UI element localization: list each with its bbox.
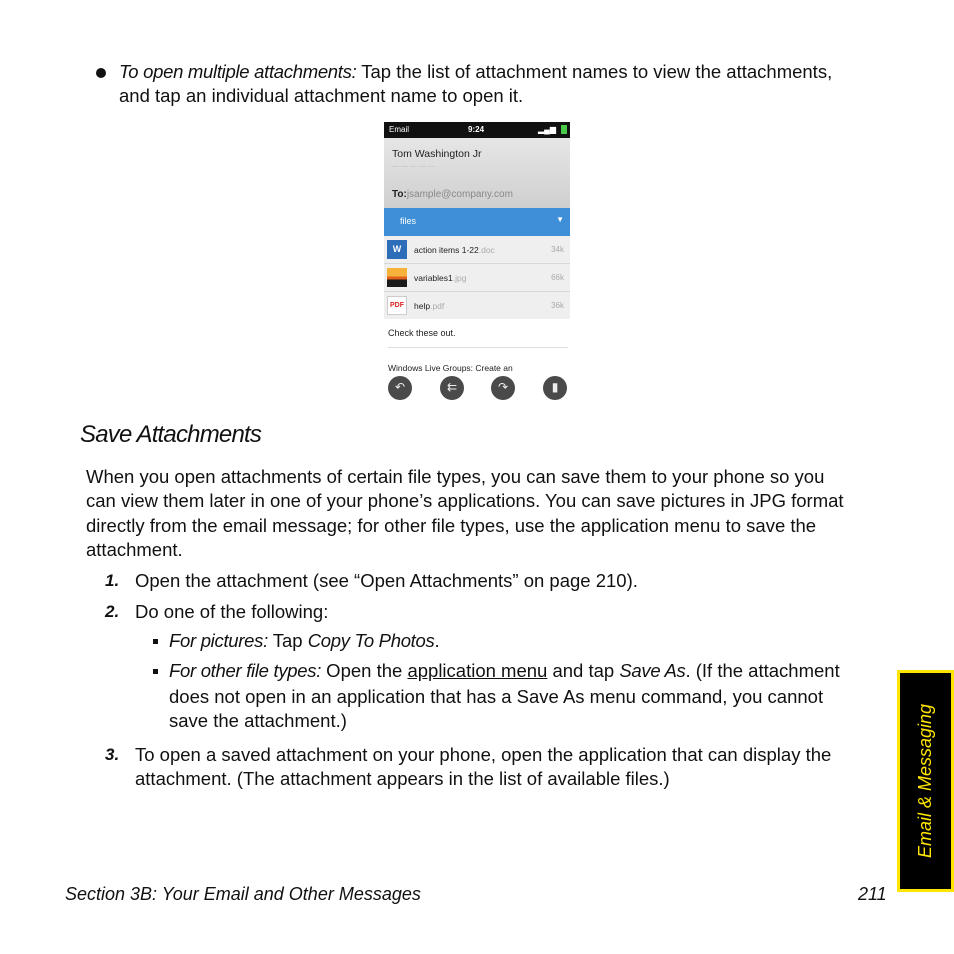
step-number: 3.	[105, 745, 120, 764]
attachment-name: action items 1-22.doc	[414, 245, 495, 255]
bullet-dot	[96, 68, 106, 78]
attachment-row[interactable]	[384, 236, 570, 264]
word-doc-icon: W	[387, 240, 407, 259]
reply-icon[interactable]: ↶	[388, 376, 412, 400]
message-preview-text: Windows Live Groups: Create an	[388, 363, 513, 373]
message-body-text: Check these out.	[388, 328, 456, 338]
divider	[388, 347, 568, 348]
sub-bullet-line: save the attachment.)	[169, 710, 347, 731]
step-number: 2.	[105, 602, 120, 621]
recipient-address[interactable]: jsample@company.com	[406, 189, 513, 200]
signal-icon: ▂▄▆	[538, 125, 556, 134]
intro-lead: To open multiple attachments:	[119, 61, 357, 82]
sub-bullet-line: does not open in an application that has a Save As menu command, you cannot	[169, 686, 824, 707]
para-line: directly from the email message; for other file types, use the application menu to save the	[86, 515, 817, 536]
step-number: 1.	[105, 571, 120, 590]
application-menu-link[interactable]: application menu	[407, 660, 548, 681]
step-text: To open a saved attachment on your phone, open the application that can display the	[135, 744, 832, 765]
intro-line-1	[119, 60, 832, 85]
section-heading: Save Attachments	[80, 421, 262, 448]
message-header	[384, 138, 570, 208]
phone-app-name: Email	[389, 125, 410, 134]
reply-all-icon[interactable]: ⇇	[440, 376, 464, 400]
step-text: attachment. (The attachment appears in the list of available files.)	[135, 768, 670, 789]
para-line: can view them later in one of your phone’s applications. You can save pictures in JPG format	[86, 490, 844, 511]
intro-line-2: and tap an individual attachment name to open it.	[119, 85, 524, 106]
attachment-size: 36k	[551, 301, 564, 310]
forward-icon[interactable]: ↷	[491, 376, 515, 400]
para-line: When you open attachments of certain file types, you can save them to your phone so you	[86, 466, 825, 487]
page-number: 211	[858, 884, 887, 904]
chevron-down-icon: ▼	[556, 215, 564, 224]
sub-bullet-square	[153, 639, 158, 644]
sub-bullet-other-types: For other file types: Open the application menu and tap Save As. (If the attachment	[169, 660, 840, 681]
phone-screenshot	[384, 122, 570, 401]
files-label: files	[400, 216, 417, 226]
attachment-row[interactable]	[384, 292, 570, 320]
image-icon	[387, 268, 407, 287]
pdf-icon: PDF	[387, 296, 407, 315]
battery-icon	[561, 125, 567, 134]
intro-text-1: Tap the list of attachment names to view the attachments,	[356, 61, 833, 82]
attachment-name: help.pdf	[414, 301, 445, 311]
chapter-side-tab	[897, 670, 954, 892]
recipient-line	[392, 189, 513, 200]
phone-time: 9:24	[468, 125, 485, 134]
step-text: Do one of the following:	[135, 601, 329, 622]
sender-name[interactable]: Tom Washington Jr	[392, 148, 482, 160]
sub-bullet-square	[153, 669, 158, 674]
step-text: Open the attachment (see “Open Attachments” on page 210).	[135, 570, 638, 591]
message-date: — — — — —	[392, 163, 435, 170]
attachment-size: 66k	[551, 273, 564, 282]
attachment-name: variables1.jpg	[414, 273, 467, 283]
to-label: To:	[392, 189, 407, 200]
trash-icon[interactable]: ▮	[543, 376, 567, 400]
phone-status-bar	[384, 122, 570, 138]
files-header[interactable]	[384, 208, 570, 236]
message-toolbar	[384, 374, 570, 401]
chapter-tab-label: Email & Messaging	[915, 703, 935, 859]
sub-bullet-pictures: For pictures: Tap Copy To Photos.	[169, 630, 440, 651]
attachment-size: 34k	[551, 245, 564, 254]
footer-section: Section 3B: Your Email and Other Messages	[65, 884, 421, 904]
para-line: attachment.	[86, 539, 183, 560]
attachment-row[interactable]	[384, 264, 570, 292]
